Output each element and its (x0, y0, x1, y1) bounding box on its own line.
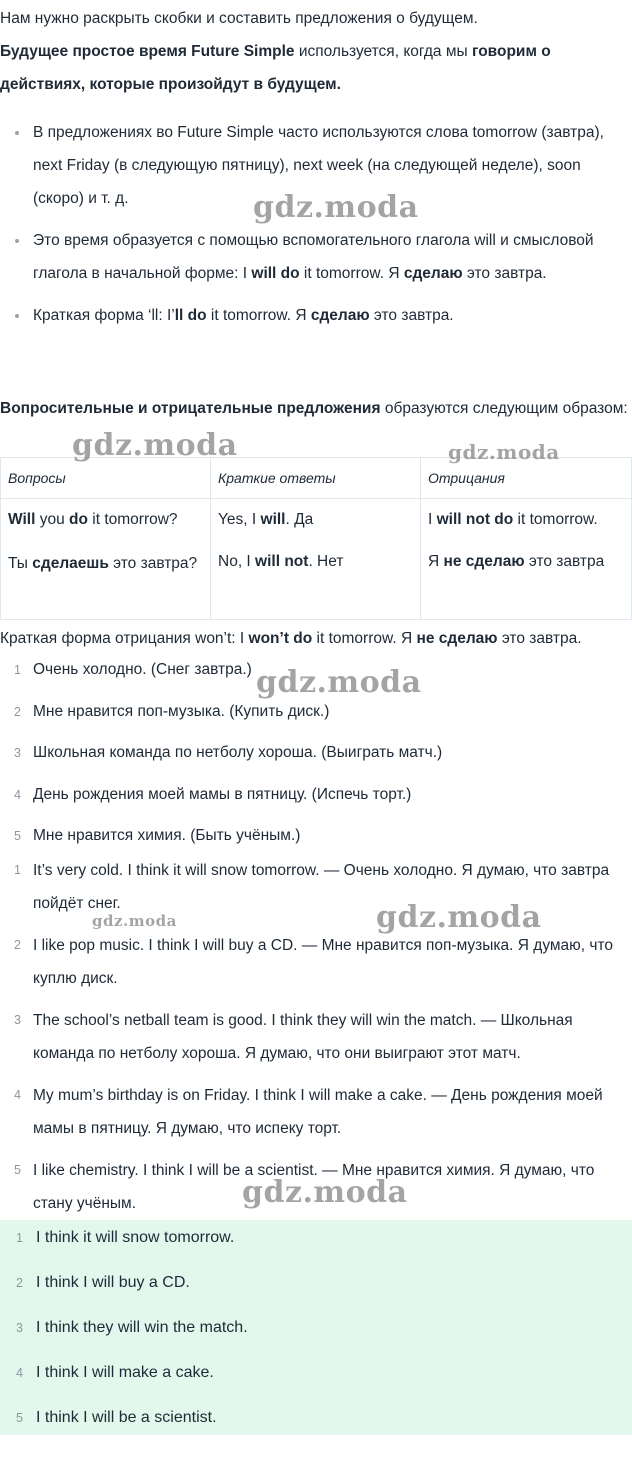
text: it tomorrow. (513, 511, 598, 528)
question-paragraph (0, 392, 632, 425)
text: Ты (8, 555, 33, 572)
table-cell-questions (1, 499, 211, 620)
text: Yes, I (218, 511, 261, 528)
text: . Нет (308, 553, 344, 570)
watermark: gdz.moda (72, 428, 238, 463)
text: No, I (218, 553, 256, 570)
item-text: Мне нравится поп-музыка. (Купить диск.) (33, 702, 330, 720)
text: . Да (285, 511, 314, 528)
item-text: It’s very cold. I think it will snow tomorrow. — Очень холодно. Я думаю, что завтра пойдёт снег. (33, 862, 610, 912)
column-header: Отрицания (421, 458, 632, 499)
list-item (0, 1357, 632, 1402)
bold-term: ll do (174, 307, 207, 324)
item-number: 1 (14, 863, 21, 877)
list-item (0, 299, 632, 332)
item-number: 5 (14, 1163, 21, 1177)
grammar-table (0, 457, 632, 620)
item-text: День рождения моей мамы в пятницу. (Испечь торт.) (33, 785, 412, 803)
item-number: 1 (14, 663, 21, 677)
item-number: 3 (16, 1321, 23, 1335)
column-header: Краткие ответы (211, 458, 421, 499)
text: Краткая форма отрицания won’t: I (0, 630, 249, 647)
table-cell-answers (211, 499, 421, 620)
item-text: The school’s netball team is good. I think they will win the match. — Школьная команда по нетболу хороша. Я думаю, что они выиграют этот матч. (33, 1012, 573, 1062)
list-item (0, 1312, 632, 1357)
text: I (428, 511, 437, 528)
bold-term: говорим о действиях, которые произойдут в будущем. (0, 43, 551, 93)
cell-line (218, 499, 413, 541)
intro (0, 2, 632, 101)
item-text: I like pop music. I think I will buy a CD. — Мне нравится поп-музыка. Я думаю, что куплю диск. (33, 937, 614, 987)
bold-term: do (69, 511, 88, 528)
cell-line (8, 499, 203, 541)
cell-line (428, 541, 624, 583)
bold-term: Будущее простое время Future Simple (0, 43, 295, 60)
watermark: gdz.moda (376, 900, 542, 935)
text: это завтра. (462, 265, 547, 282)
list-item (0, 697, 632, 739)
item-number: 1 (16, 1231, 23, 1245)
bold-term: сделаешь (32, 555, 109, 572)
rules-list (0, 116, 632, 341)
item-number: 4 (14, 1088, 21, 1102)
text: you (35, 511, 70, 528)
text: это завтра. (497, 630, 582, 647)
item-text: I think they will win the match. (36, 1319, 248, 1336)
list-item (0, 929, 632, 1004)
table-header-row (1, 458, 632, 499)
text: Краткая форма ‘ll: I’ (33, 307, 175, 324)
bold-term: сделаю (310, 307, 370, 324)
result-list (0, 1222, 632, 1447)
text: это завтра. (369, 307, 454, 324)
list-item (0, 780, 632, 822)
list-item (0, 1154, 632, 1229)
item-text: I think I will buy a CD. (36, 1274, 190, 1291)
list-item (0, 116, 632, 215)
bold-term: will do (251, 265, 300, 282)
table-row (1, 499, 632, 620)
table-cell-negations (421, 499, 632, 620)
bold-term: Will (8, 511, 36, 528)
text: it tomorrow. Я (206, 307, 311, 324)
item-number: 2 (14, 704, 21, 719)
text: используется, когда мы (294, 43, 472, 60)
item-text: Очень холодно. (Снег завтра.) (33, 661, 252, 678)
list-item (0, 738, 632, 780)
cell-line (8, 547, 203, 580)
intro-definition (0, 35, 632, 101)
list-item (0, 1004, 632, 1079)
item-number: 5 (14, 829, 21, 843)
cell-line (218, 541, 413, 583)
list-item-text: В предложениях во Future Simple часто используются слова tomorrow (завтра), next Friday (в следующую пятницу), next week (на следующей неделе), soon (скоро) и т. д. (33, 124, 604, 207)
text: it tomorrow. Я (299, 265, 404, 282)
intro-line: Нам нужно раскрыть скобки и составить предложения о будущем. (0, 10, 478, 27)
list-item (0, 1402, 632, 1447)
task-list (0, 655, 632, 863)
item-text: I think I will be a scientist. (36, 1409, 217, 1426)
item-text: I think it will snow tomorrow. (36, 1229, 235, 1246)
watermark: gdz.moda (242, 1175, 408, 1210)
watermark: gdz.moda (448, 440, 560, 464)
item-number: 3 (14, 1013, 21, 1027)
item-text: I think I will make a cake. (36, 1364, 214, 1381)
list-item (0, 1079, 632, 1154)
short-negation (0, 622, 632, 655)
bold-term: Вопросительные и отрицательные предложения (0, 400, 381, 417)
item-text: Мне нравится химия. (Быть учёным.) (33, 827, 301, 844)
bold-term: will (260, 511, 286, 528)
watermark: gdz.moda (256, 665, 422, 700)
item-number: 4 (16, 1366, 23, 1380)
item-number: 3 (14, 746, 21, 760)
item-text: My mum’s birthday is on Friday. I think I will make a cake. — День рождения моей мамы в пятницу. Я думаю, что испеку торт. (33, 1087, 603, 1137)
item-number: 4 (14, 787, 21, 802)
text: it tomorrow? (87, 511, 178, 528)
bold-term: не сделаю (443, 553, 525, 570)
list-item (0, 1222, 632, 1267)
text: Я (428, 553, 444, 570)
list-item (0, 224, 632, 290)
bold-term: will not (255, 553, 309, 570)
item-number: 5 (16, 1411, 23, 1425)
text: образуются следующим образом: (380, 400, 628, 417)
item-text: Школьная команда по нетболу хороша. (Выиграть матч.) (33, 744, 443, 761)
list-item (0, 854, 632, 929)
answer-list (0, 854, 632, 1229)
bold-term: сделаю (403, 265, 463, 282)
column-header: Вопросы (1, 458, 211, 499)
text: это завтра? (108, 555, 198, 572)
item-text: I like chemistry. I think I will be a scientist. — Мне нравится химия. Я думаю, что стану учёным. (33, 1162, 595, 1212)
text: Это время образуется с помощью вспомогательного глагола will и смысловой глагола в начальной форме: I (33, 232, 594, 282)
text: это завтра (524, 553, 605, 570)
list-item (0, 1267, 632, 1312)
item-number: 2 (16, 1276, 23, 1290)
text: it tomorrow. Я (312, 630, 417, 647)
bold-term: не сделаю (416, 630, 498, 647)
list-item (0, 655, 632, 697)
cell-line (428, 499, 624, 541)
bold-term: won’t do (248, 630, 313, 647)
item-number: 2 (14, 938, 21, 952)
watermark: gdz.moda (253, 190, 419, 225)
bold-term: will not do (436, 511, 514, 528)
watermark: gdz.moda (92, 912, 177, 930)
